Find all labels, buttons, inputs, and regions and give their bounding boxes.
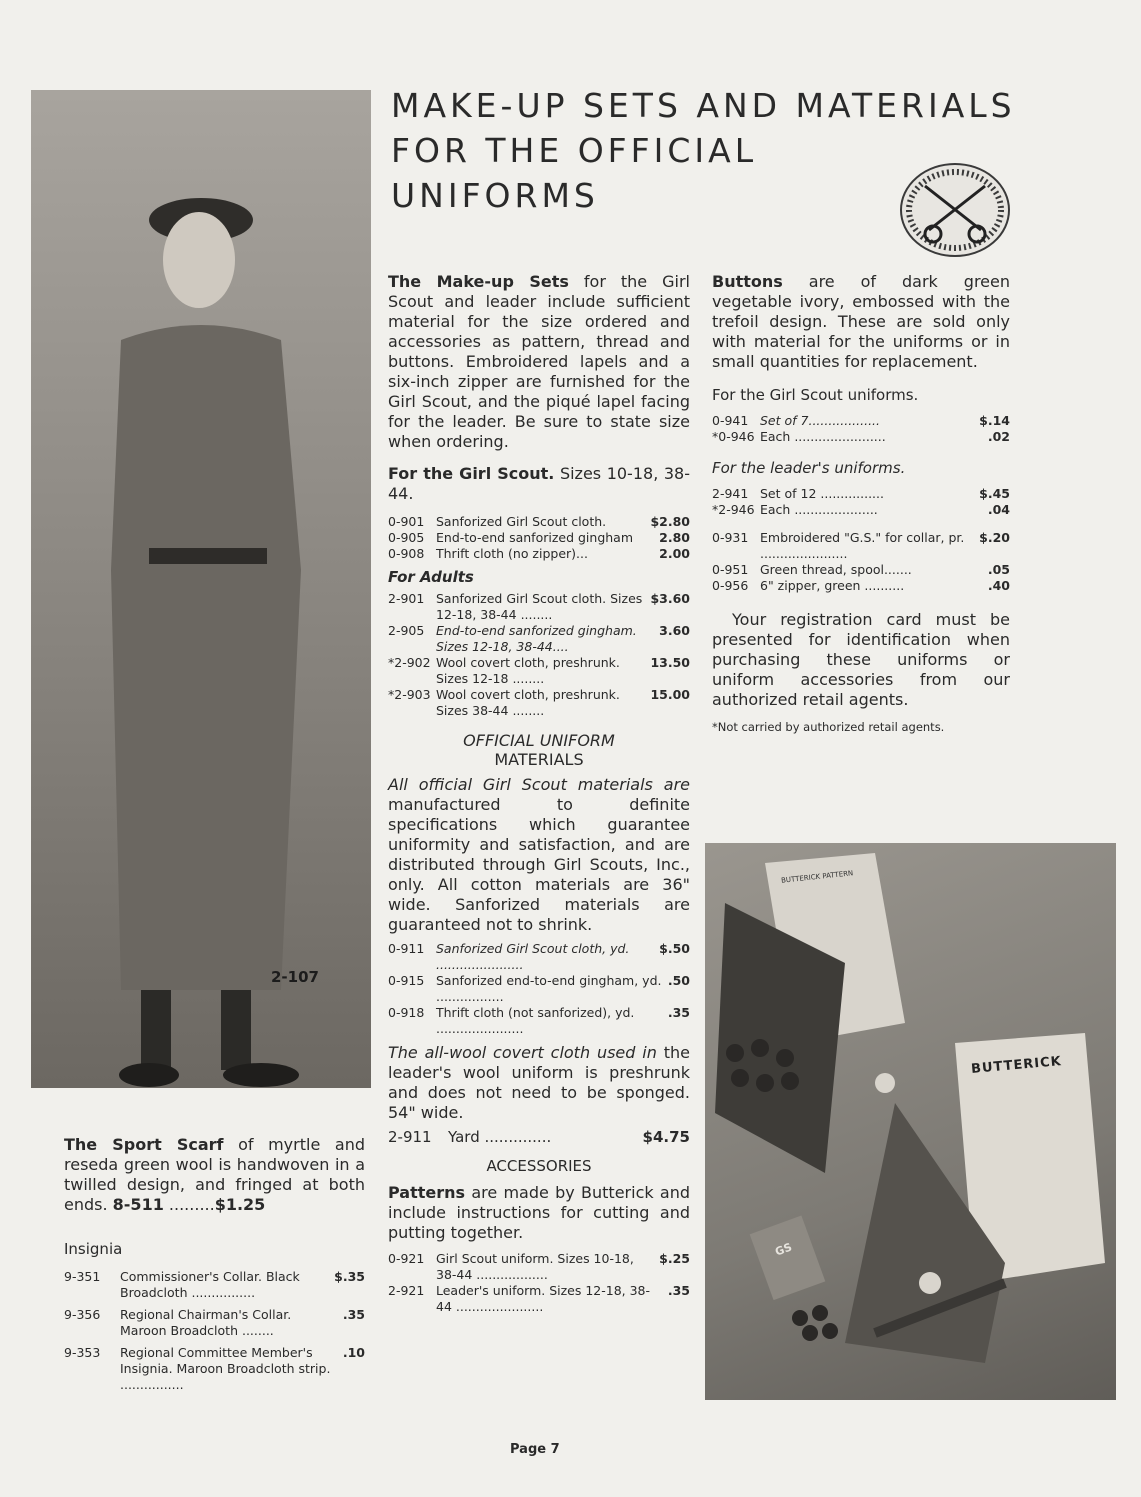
insignia-section xyxy=(64,1240,365,1393)
item-code: 2-921 xyxy=(388,1283,425,1298)
item-code: 0-941 xyxy=(712,413,749,428)
price-row xyxy=(388,687,690,719)
price-row xyxy=(64,1345,365,1393)
item-desc: Set of 12 ................ xyxy=(760,486,884,501)
item-code: *2-946 xyxy=(712,502,755,517)
item-desc: Thrift cloth (not sanforized), yd. ...................... xyxy=(436,1005,635,1036)
item-price: .10 xyxy=(342,1345,365,1360)
materials-photo xyxy=(705,843,1116,1400)
price-row xyxy=(712,413,1010,429)
brand-label-2: BUTTERICK xyxy=(970,1054,1063,1077)
item-price: 2.80 xyxy=(659,530,690,545)
item-code: 2-901 xyxy=(388,591,425,606)
item-desc: Thrift cloth (no zipper)... xyxy=(436,546,588,561)
item-desc: Each ....................... xyxy=(760,429,886,444)
accessories-text: are made by Butterick and include instructions for cutting and putting together. xyxy=(388,1183,690,1242)
item-desc: Regional Committee Member's Insignia. Maroon Broadcloth strip. ................ xyxy=(120,1345,331,1392)
page-number: Page 7 xyxy=(510,1442,560,1457)
footnote: *Not carried by authorized retail agents. xyxy=(712,720,945,734)
price-row xyxy=(64,1269,365,1301)
item-desc: Set of 7.................. xyxy=(760,413,880,428)
item-price: 3.60 xyxy=(659,623,690,638)
item-code: *2-903 xyxy=(388,687,431,702)
scarf-lead: The Sport Scarf xyxy=(64,1135,224,1154)
leader-uniforms-heading: For the leader's uniforms. xyxy=(712,459,906,477)
item-desc: Yard .............. xyxy=(448,1128,552,1146)
item-price: $.45 xyxy=(979,486,1010,501)
scarf-dots: ......... xyxy=(168,1195,215,1214)
materials-italic: All official Girl Scout materials are xyxy=(388,775,690,794)
item-desc: 6" zipper, green .......... xyxy=(760,578,905,593)
price-row xyxy=(388,941,690,973)
accessories-heading: ACCESSORIES xyxy=(486,1157,592,1175)
item-desc: End-to-end sanforized gingham xyxy=(436,530,634,545)
accessories-paragraph xyxy=(388,1183,690,1243)
item-price: .40 xyxy=(987,578,1010,593)
gs-heading xyxy=(388,464,690,504)
gs-sizes: Sizes 10-18, 38-44. xyxy=(388,464,690,503)
misc-price-list xyxy=(712,530,1010,594)
buttons-text: are of dark green vegetable ivory, embossed with the trefoil design. These are sold only with material for the uniforms or in small quantities for replacement. xyxy=(712,272,1010,371)
item-price: $.35 xyxy=(334,1269,365,1284)
item-desc: Regional Chairman's Collar. Maroon Broadcloth ........ xyxy=(120,1307,292,1338)
item-code: 0-911 xyxy=(388,941,425,956)
buttons-paragraph xyxy=(712,272,1010,372)
item-price: .04 xyxy=(987,502,1010,517)
woman-in-uniform-photo xyxy=(31,90,371,1088)
price-row xyxy=(388,973,690,1005)
gs-head: For the Girl Scout. xyxy=(388,464,555,483)
item-code: 0-905 xyxy=(388,530,425,545)
scarf-text: of myrtle and reseda green wool is handwoven in a twilled design, and fringed at both ends. xyxy=(64,1135,365,1214)
item-code: 2-905 xyxy=(388,623,425,638)
covert-text: the leader's wool uniform is preshrunk and does not need to be sponged. 54" wide. xyxy=(388,1043,691,1122)
item-desc: Sanforized Girl Scout cloth. Sizes 12-18, 38-44 ........ xyxy=(436,591,643,622)
item-code: 0-931 xyxy=(712,530,749,545)
item-desc: End-to-end sanforized gingham. Sizes 12-18, 38-44.... xyxy=(436,623,637,654)
item-price: 15.00 xyxy=(650,687,690,702)
item-price: $.50 xyxy=(659,941,690,956)
price-row xyxy=(712,530,1010,562)
leader-buttons-list xyxy=(712,486,1010,518)
yard-row xyxy=(388,1127,690,1147)
item-price: .50 xyxy=(667,973,690,988)
item-code: 0-956 xyxy=(712,578,749,593)
price-row xyxy=(388,1251,690,1283)
patterns-price-list xyxy=(388,1251,690,1315)
title-line-1: MAKE-UP SETS AND MATERIALS xyxy=(391,86,1016,125)
item-price: $.14 xyxy=(979,413,1010,428)
item-price: $3.60 xyxy=(650,591,690,606)
item-code: *0-946 xyxy=(712,429,755,444)
price-row xyxy=(712,486,1010,502)
item-desc: Green thread, spool....... xyxy=(760,562,912,577)
item-desc: Leader's uniform. Sizes 12-18, 38-44 ...................... xyxy=(436,1283,651,1314)
makeup-paragraph xyxy=(388,272,690,452)
item-price: $4.75 xyxy=(642,1128,690,1146)
materials-paragraph xyxy=(388,775,690,935)
gs-buttons-list xyxy=(712,413,1010,445)
item-price: 13.50 xyxy=(650,655,690,670)
adults-heading: For Adults xyxy=(388,568,474,586)
scarf-paragraph xyxy=(64,1135,365,1215)
item-desc: Sanforized Girl Scout cloth. xyxy=(436,514,607,529)
item-code: 0-901 xyxy=(388,514,425,529)
makeup-lead: The Make-up Sets xyxy=(388,272,569,291)
title-line-3: UNIFORMS xyxy=(391,176,599,215)
item-code: 0-951 xyxy=(712,562,749,577)
price-row xyxy=(388,514,690,530)
title-line-2: FOR THE OFFICIAL xyxy=(391,131,758,170)
item-desc: Commissioner's Collar. Black Broadcloth ................ xyxy=(120,1269,300,1300)
item-desc: Girl Scout uniform. Sizes 10-18, 38-44 .................. xyxy=(436,1251,634,1282)
price-row xyxy=(388,1005,690,1037)
scarf-code: 8-511 xyxy=(112,1195,164,1214)
item-price: .35 xyxy=(667,1283,690,1298)
middle-column xyxy=(388,272,690,1315)
item-code: 2-911 xyxy=(388,1128,432,1146)
gs-price-list xyxy=(388,514,690,562)
item-desc: Wool covert cloth, preshrunk. Sizes 38-44 ........ xyxy=(436,687,620,718)
materials-heading xyxy=(388,731,690,769)
price-row xyxy=(388,546,690,562)
price-row xyxy=(712,429,1010,445)
right-column xyxy=(712,272,1010,734)
price-row xyxy=(64,1307,365,1339)
adult-price-list xyxy=(388,591,690,719)
photo-label: 2-107 xyxy=(271,968,319,986)
covert-italic: The all-wool covert cloth used in xyxy=(388,1043,657,1062)
registration-paragraph: Your registration card must be presented for identification when purchasing these uniforms or uniform accessories from our authorized retail agents. xyxy=(712,610,1010,709)
buttons-lead: Buttons xyxy=(712,272,783,291)
uniform-photo xyxy=(31,90,371,1088)
item-price: 2.00 xyxy=(659,546,690,561)
item-code: *2-902 xyxy=(388,655,431,670)
price-row xyxy=(388,1283,690,1315)
pattern-envelopes-photo xyxy=(705,843,1116,1400)
item-desc: Wool covert cloth, preshrunk. Sizes 12-18 ........ xyxy=(436,655,620,686)
insignia-heading: Insignia xyxy=(64,1240,123,1258)
item-code: 0-908 xyxy=(388,546,425,561)
item-price: .02 xyxy=(987,429,1010,444)
price-row xyxy=(712,578,1010,594)
item-price: $.25 xyxy=(659,1251,690,1266)
gs-badge-label: GS xyxy=(773,1240,794,1259)
item-code: 2-941 xyxy=(712,486,749,501)
item-price: .05 xyxy=(987,562,1010,577)
item-code: 9-356 xyxy=(64,1307,101,1322)
item-price: $2.80 xyxy=(650,514,690,529)
item-code: 9-351 xyxy=(64,1269,101,1284)
price-row xyxy=(388,655,690,687)
materials-text: manufactured to definite specifications which guarantee uniformity and satisfaction, and are distributed through Girl Scouts, Inc., only. All cotton materials are 36" wide. Sanforized materials are guaranteed not to shrink. xyxy=(388,795,690,934)
covert-paragraph xyxy=(388,1043,690,1123)
item-price: $.20 xyxy=(979,530,1010,545)
item-desc: Sanforized Girl Scout cloth, yd. ...................... xyxy=(436,941,630,972)
price-row xyxy=(712,502,1010,518)
brand-label-1: BUTTERICK PATTERN xyxy=(780,869,854,885)
materials-price-list xyxy=(388,941,690,1037)
scarf-price: $1.25 xyxy=(214,1195,266,1214)
insignia-price-list xyxy=(64,1269,365,1393)
materials-heading-1: OFFICIAL UNIFORM xyxy=(463,731,615,750)
item-code: 0-918 xyxy=(388,1005,425,1020)
price-row xyxy=(712,562,1010,578)
item-desc: Embroidered "G.S." for collar, pr. ...................... xyxy=(760,530,965,561)
item-code: 0-921 xyxy=(388,1251,425,1266)
price-row xyxy=(388,591,690,623)
item-code: 9-353 xyxy=(64,1345,101,1360)
price-row xyxy=(388,530,690,546)
item-code: 0-915 xyxy=(388,973,425,988)
item-desc: Sanforized end-to-end gingham, yd. ................. xyxy=(436,973,662,1004)
item-desc: Each ..................... xyxy=(760,502,878,517)
gs-uniforms-heading: For the Girl Scout uniforms. xyxy=(712,386,919,404)
item-price: .35 xyxy=(667,1005,690,1020)
scissors-badge-icon xyxy=(897,160,1013,260)
materials-heading-2: MATERIALS xyxy=(494,750,584,769)
price-row xyxy=(388,623,690,655)
accessories-lead: Patterns xyxy=(388,1183,466,1202)
item-price: .35 xyxy=(342,1307,365,1322)
makeup-text: for the Girl Scout and leader include sufficient material for the size ordered and accessories as pattern, thread and buttons. Embroidered lapels and a six-inch zipper are furnished for the Girl Scout, and the piqué lapel facing for the leader. Be sure to state size when ordering. xyxy=(388,272,691,451)
